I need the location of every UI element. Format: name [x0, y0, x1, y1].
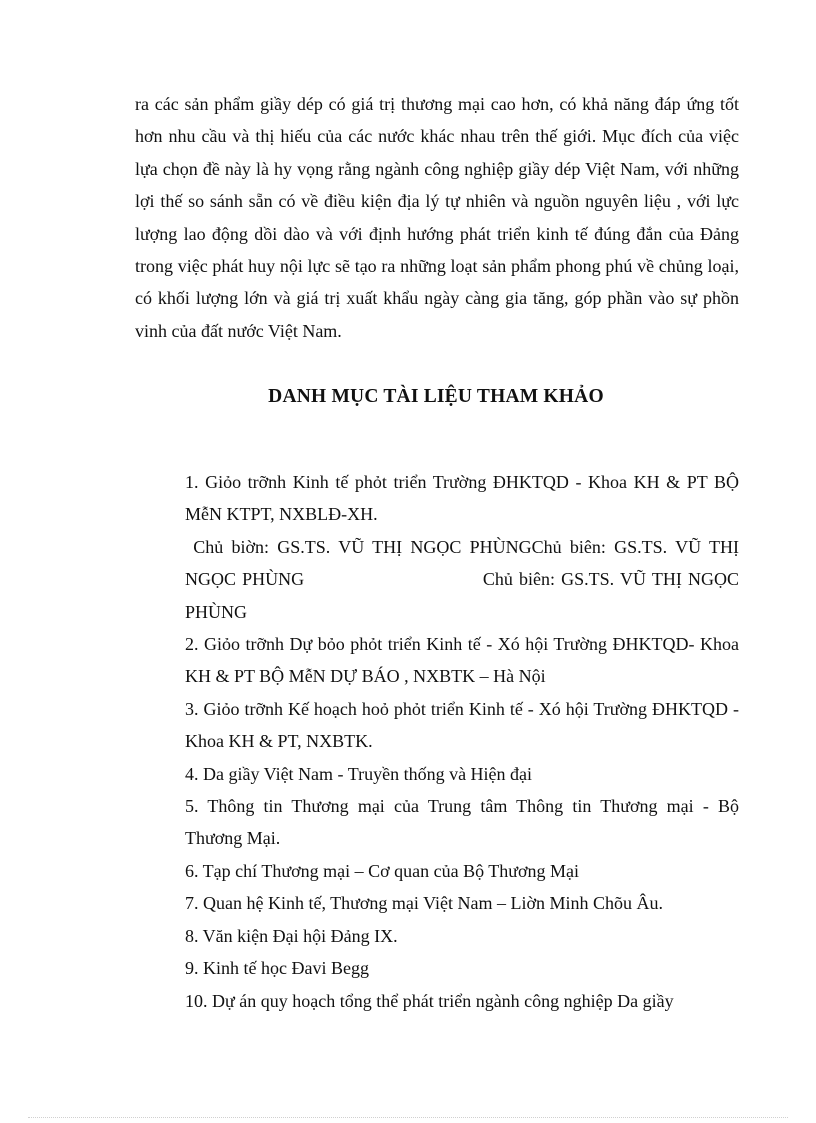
page-bottom-rule: [28, 1117, 788, 1118]
reference-item: Chủ biờn: GS.TS. VŨ THỊ NGỌC PHÙNGChủ biên: GS.TS. VŨ THỊ NGỌC PHÙNG Chủ biên: GS.TS. VŨ THỊ NGỌC PHÙNG: [185, 536, 744, 622]
reference-item: 8. Văn kiện Đại hội Đảng IX.: [185, 925, 398, 946]
reference-item: 7. Quan hệ Kinh tế, Thương mại Việt Nam – Liờn Minh Chõu Âu.: [185, 893, 664, 914]
body-paragraph: ra các sản phẩm giầy dép có giá trị thương mại cao hơn, có khả năng đáp ứng tốt hơn nhu cầu và thị hiếu của các nước khác nhau trên thế giới. Mục đích của việc lựa chọn đề này là hy vọng rằng ngành công nghiệp giầy dép Việt Nam, với những lợi thế so sánh sẵn có về điều kiện địa lý tự nhiên và nguồn nguyên liệu , với lực lượng lao động dồi dào và với định hướng phát triển kinh tế đúng đắn của Đảng trong việc phát huy nội lực sẽ tạo ra những loạt sản phẩm phong phú về chủng loại, có khối lượng lớn và giá trị xuất khẩu ngày càng gia tăng, góp phần vào sự phồn vinh của đất nước Việt Nam.: [135, 94, 739, 341]
reference-item: 10. Dự án quy hoạch tổng thể phát triển ngành công nghiệp Da giầy: [185, 990, 674, 1011]
reference-item: 5. Thông tin Thương mại của Trung tâm Thông tin Thương mại - Bộ Thương Mại.: [185, 796, 739, 849]
references-list: [185, 466, 744, 1017]
reference-item: 4. Da giầy Việt Nam - Truyền thống và Hiện đại: [185, 763, 533, 784]
reference-item: 1. Giỏo trỡnh Kinh tế phỏt triển Trường ĐHKTQD - Khoa KH & PT BỘ MễN KTPT, NXBLĐ-XH.: [185, 472, 739, 525]
reference-item: 9. Kinh tế học Đavi Begg: [185, 958, 369, 979]
reference-item: 2. Giỏo trỡnh Dự bỏo phỏt triển Kinh tế - Xó hội Trường ĐHKTQD- Khoa KH & PT BỘ MễN DỰ BÁO , NXBTK – Hà Nội: [185, 634, 739, 687]
reference-item: 6. Tạp chí Thương mại – Cơ quan của Bộ Thương Mại: [185, 860, 580, 881]
references-heading: DANH MỤC TÀI LIỆU THAM KHẢO: [268, 386, 604, 407]
reference-item: 3. Giỏo trỡnh Kế hoạch hoỏ phỏt triển Kinh tế - Xó hội Trường ĐHKTQD - Khoa KH & PT, NXBTK.: [185, 698, 739, 752]
